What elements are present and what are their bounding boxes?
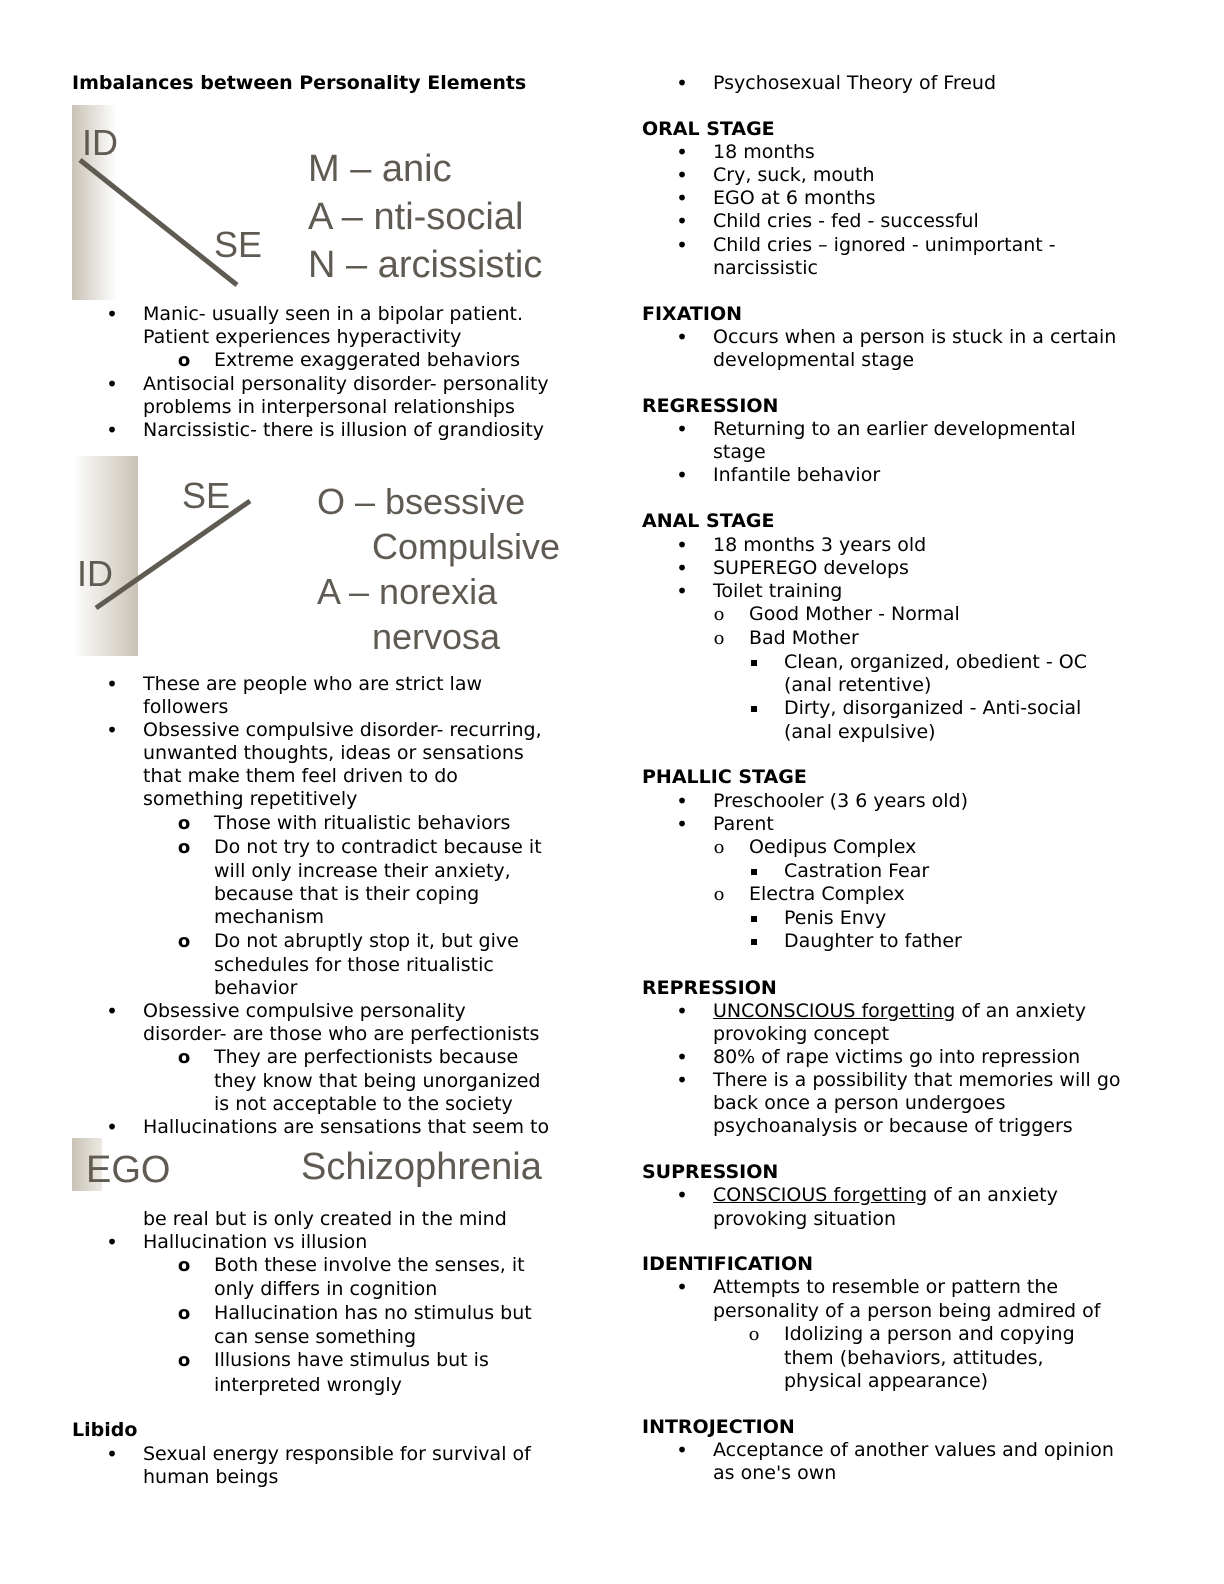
list-item: Oedipus Complex [749, 836, 917, 858]
sub-bullet: o [177, 350, 191, 371]
list-item: back once a person undergoes [713, 1092, 1006, 1114]
anorexia-line: A – norexia [317, 571, 498, 612]
list-item: human beings [143, 1466, 279, 1488]
list-item: Good Mother - Normal [749, 603, 960, 625]
list-item: Returning to an earlier developmental [713, 418, 1076, 440]
list-item: There is a possibility that memories will go [713, 1069, 1121, 1091]
bullet [672, 234, 692, 258]
list-item: is not acceptable to the society [214, 1093, 513, 1115]
list-item: Illusions have stimulus but is [214, 1349, 489, 1371]
sub-bullet: o [177, 1255, 191, 1276]
list-item: Occurs when a person is stuck in a certain [713, 326, 1117, 348]
sub-sub-bullet [744, 860, 764, 883]
bullet [672, 813, 692, 837]
underlined-term: CONSCIOUS forgetting [713, 1184, 928, 1206]
bullet [672, 1439, 692, 1463]
list-item: unwanted thoughts, ideas or sensations [143, 742, 524, 764]
list-item: 18 months 3 years old [713, 534, 927, 556]
manic-line: M – anic [308, 148, 452, 190]
list-item: followers [143, 696, 229, 718]
list-item: Castration Fear [784, 860, 930, 882]
list-item: Idolizing a person and copying [784, 1323, 1075, 1345]
sub-sub-bullet [744, 930, 764, 953]
list-item: Electra Complex [749, 883, 905, 905]
bullet [672, 164, 692, 188]
bullet [672, 790, 692, 814]
list-item: Hallucination has no stimulus but [214, 1302, 532, 1324]
underlined-term: UNCONSCIOUS forgetting [713, 1000, 956, 1022]
nervosa-line: nervosa [372, 616, 501, 656]
sub-bullet: o [177, 1350, 191, 1371]
list-item: Those with ritualistic behaviors [214, 812, 511, 834]
list-item: Preschooler (3 6 years old) [713, 790, 969, 812]
id-label: ID [82, 122, 118, 163]
list-item: can sense something [214, 1326, 417, 1348]
list-item: Manic- usually seen in a bipolar patient. [143, 303, 524, 325]
list-item: Psychosexual Theory of Freud [713, 72, 997, 94]
list-item: SUPEREGO develops [713, 557, 909, 579]
list-item: mechanism [214, 906, 325, 928]
list-item: Bad Mother [749, 627, 859, 649]
list-item-text: of an anxiety [927, 1184, 1058, 1206]
list-item: provoking concept [713, 1023, 890, 1045]
ego-label: EGO [86, 1149, 171, 1191]
section-heading-fixation: FIXATION [642, 303, 743, 325]
bullet [672, 210, 692, 234]
sub-bullet: o [177, 931, 191, 952]
section-heading-regression: REGRESSION [642, 395, 779, 417]
section-heading-libido: Libido [72, 1419, 138, 1441]
bullet [672, 534, 692, 558]
list-item: be real but is only created in the mind [143, 1208, 507, 1230]
sub-bullet: o [177, 837, 191, 858]
bullet [672, 1276, 692, 1300]
list-item: something repetitively [143, 788, 358, 810]
bullet [672, 464, 692, 488]
list-item: Sexual energy responsible for survival of [143, 1443, 531, 1465]
section-heading-anal-stage: ANAL STAGE [642, 510, 775, 532]
bullet [102, 1116, 122, 1140]
bullet [672, 1184, 692, 1208]
bullet [102, 373, 122, 397]
bullet [672, 1046, 692, 1070]
sub-bullet: o [713, 604, 725, 625]
list-item: interpreted wrongly [214, 1374, 402, 1396]
bullet [102, 419, 122, 443]
list-item: that make them feel driven to do [143, 765, 458, 787]
list-item: 18 months [713, 141, 815, 163]
ego-schizophrenia-diagram [72, 1138, 572, 1194]
list-item: stage [713, 441, 766, 463]
id-superego-diagram-manic [72, 105, 572, 300]
narcissistic-line: N – arcissistic [308, 244, 543, 286]
list-item: problems in interpersonal relationships [143, 396, 515, 418]
antisocial-line: A – nti-social [308, 196, 524, 238]
schizophrenia-label: Schizophrenia [301, 1146, 542, 1188]
sub-bullet: o [748, 1324, 760, 1345]
list-item: Extreme exaggerated behaviors [214, 349, 521, 371]
sub-bullet: o [177, 1047, 191, 1068]
section-heading-identification: IDENTIFICATION [642, 1253, 814, 1275]
bullet [672, 326, 692, 350]
list-item: Infantile behavior [713, 464, 881, 486]
list-item: disorder- are those who are perfectionists [143, 1023, 540, 1045]
section-heading-introjection: INTROJECTION [642, 1416, 795, 1438]
list-item: narcissistic [713, 257, 818, 279]
sub-bullet: o [713, 837, 725, 858]
list-item: they know that being unorganized [214, 1070, 541, 1092]
list-item: Do not abruptly stop it, but give [214, 930, 519, 952]
list-item: 80% of rape victims go into repression [713, 1046, 1081, 1068]
list-item-text: of an anxiety [955, 1000, 1086, 1022]
list-item: because that is their coping [214, 883, 480, 905]
bullet [102, 303, 122, 327]
list-item: (anal expulsive) [784, 721, 936, 743]
list-item: Daughter to father [784, 930, 962, 952]
section-heading-supression: SUPRESSION [642, 1161, 779, 1183]
bullet [672, 557, 692, 581]
list-item: provoking situation [713, 1208, 897, 1230]
list-item [713, 1184, 1058, 1207]
bullet [102, 1000, 122, 1024]
se-label: SE [182, 475, 231, 516]
sub-bullet: o [177, 1303, 191, 1324]
bullet [672, 418, 692, 442]
bullet [102, 1231, 122, 1255]
list-item: Toilet training [713, 580, 843, 602]
list-item: schedules for those ritualistic [214, 954, 494, 976]
list-item: Acceptance of another values and opinion [713, 1439, 1114, 1461]
list-item: Obsessive compulsive personality [143, 1000, 466, 1022]
bullet [672, 187, 692, 211]
list-item: physical appearance) [784, 1370, 989, 1392]
section-heading-repression: REPRESSION [642, 977, 777, 999]
sub-sub-bullet [744, 697, 764, 720]
sub-bullet: o [713, 884, 725, 905]
list-item: Obsessive compulsive disorder- recurring, [143, 719, 542, 741]
list-item: psychoanalysis or because of triggers [713, 1115, 1073, 1137]
list-item: personality of a person being admired of [713, 1300, 1101, 1322]
list-item: only differs in cognition [214, 1278, 438, 1300]
list-item: Cry, suck, mouth [713, 164, 875, 186]
bullet [672, 1000, 692, 1024]
list-item: Do not try to contradict because it [214, 836, 542, 858]
list-item: Hallucination vs illusion [143, 1231, 368, 1253]
section-heading-phallic-stage: PHALLIC STAGE [642, 766, 807, 788]
bullet [672, 1069, 692, 1093]
list-item: EGO at 6 months [713, 187, 876, 209]
compulsive-line: Compulsive [372, 526, 561, 567]
bullet [102, 719, 122, 743]
list-item: They are perfectionists because [214, 1046, 519, 1068]
list-item: Narcissistic- there is illusion of grandiosity [143, 419, 545, 441]
list-item: them (behaviors, attitudes, [784, 1347, 1044, 1369]
list-item: Antisocial personality disorder- personality [143, 373, 549, 395]
list-item: as one's own [713, 1462, 837, 1484]
id-superego-diagram-obsessive [72, 456, 572, 656]
bullet [102, 673, 122, 697]
list-item: Clean, organized, obedient - OC [784, 651, 1087, 673]
sub-bullet: o [177, 813, 191, 834]
bullet [672, 580, 692, 604]
list-item: (anal retentive) [784, 674, 932, 696]
list-item: Child cries - fed - successful [713, 210, 979, 232]
obsessive-line: O – bsessive [317, 481, 526, 522]
list-item: Attempts to resemble or pattern the [713, 1276, 1059, 1298]
list-item: Child cries – ignored - unimportant - [713, 234, 1056, 256]
sub-bullet: o [713, 628, 725, 649]
bullet [672, 72, 692, 96]
list-item: Patient experiences hyperactivity [143, 326, 462, 348]
list-item: Penis Envy [784, 907, 887, 929]
list-item: Both these involve the senses, it [214, 1254, 525, 1276]
list-item: Hallucinations are sensations that seem to [143, 1116, 550, 1138]
list-item: These are people who are strict law [143, 673, 483, 695]
list-item: will only increase their anxiety, [214, 860, 511, 882]
list-item: developmental stage [713, 349, 915, 371]
list-item: Dirty, disorganized - Anti-social [784, 697, 1082, 719]
sub-sub-bullet [744, 651, 764, 674]
section-heading-oral-stage: ORAL STAGE [642, 118, 775, 140]
se-label: SE [214, 224, 263, 265]
bullet [102, 1443, 122, 1467]
list-item [713, 1000, 1086, 1023]
bullet [672, 141, 692, 165]
section-heading-imbalances: Imbalances between Personality Elements [72, 72, 527, 94]
sub-sub-bullet [744, 907, 764, 930]
list-item: Parent [713, 813, 774, 835]
id-label: ID [77, 553, 113, 594]
list-item: behavior [214, 977, 298, 999]
